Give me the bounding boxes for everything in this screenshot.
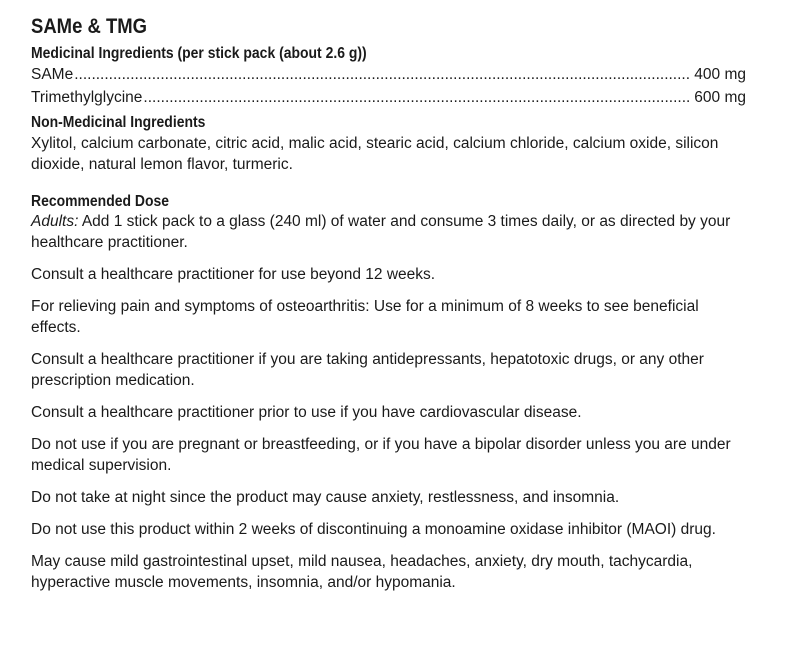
product-title: SAMe & TMG bbox=[31, 15, 148, 38]
medicinal-ingredients-heading: Medicinal Ingredients (per stick pack (about 2.6 g)) bbox=[31, 45, 367, 62]
ingredient-row-trimethylglycine bbox=[31, 86, 746, 109]
dot-leader bbox=[143, 86, 691, 109]
label-panel bbox=[31, 14, 749, 593]
warning-statement: May cause mild gastrointestinal upset, mild nausea, headaches, anxiety, dry mouth, tachycardia, hyperactive muscle movements, insomnia, and/or hypomania. bbox=[31, 553, 693, 591]
adults-label: Adults: bbox=[31, 213, 79, 230]
medicinal-ingredients-list bbox=[31, 63, 749, 109]
recommended-dose-text bbox=[31, 211, 749, 253]
dot-leader bbox=[74, 63, 691, 86]
ingredient-amount: 600 mg bbox=[694, 89, 746, 106]
warning-statement: Consult a healthcare practitioner if you are taking antidepressants, hepatotoxic drugs, or any other prescription medication. bbox=[31, 351, 704, 389]
warning-statement: For relieving pain and symptoms of osteoarthritis: Use for a minimum of 8 weeks to see beneficial effects. bbox=[31, 298, 699, 336]
warning-statement: Do not use this product within 2 weeks of discontinuing a monoamine oxidase inhibitor (MAOI) drug. bbox=[31, 521, 716, 538]
ingredient-amount: 400 mg bbox=[694, 66, 746, 83]
warning-statement: Do not use if you are pregnant or breastfeeding, or if you have a bipolar disorder unless you are under medical supervision. bbox=[31, 436, 731, 474]
ingredient-name: Trimethylglycine bbox=[31, 89, 143, 106]
warning-statement: Do not take at night since the product may cause anxiety, restlessness, and insomnia. bbox=[31, 489, 620, 506]
adults-instructions: Add 1 stick pack to a glass (240 ml) of water and consume 3 times daily, or as directed by your healthcare practitioner. bbox=[31, 213, 731, 251]
ingredient-row-same bbox=[31, 63, 746, 86]
non-medicinal-ingredients-text: Xylitol, calcium carbonate, citric acid, malic acid, stearic acid, calcium chloride, calcium oxide, silicon dioxide, natural lemon flavor, turmeric. bbox=[31, 135, 719, 173]
ingredient-name: SAMe bbox=[31, 66, 74, 83]
recommended-dose-heading: Recommended Dose bbox=[31, 193, 169, 210]
non-medicinal-ingredients-heading: Non-Medicinal Ingredients bbox=[31, 114, 206, 131]
warning-statement: Consult a healthcare practitioner prior to use if you have cardiovascular disease. bbox=[31, 404, 582, 421]
warning-statement: Consult a healthcare practitioner for use beyond 12 weeks. bbox=[31, 266, 436, 283]
